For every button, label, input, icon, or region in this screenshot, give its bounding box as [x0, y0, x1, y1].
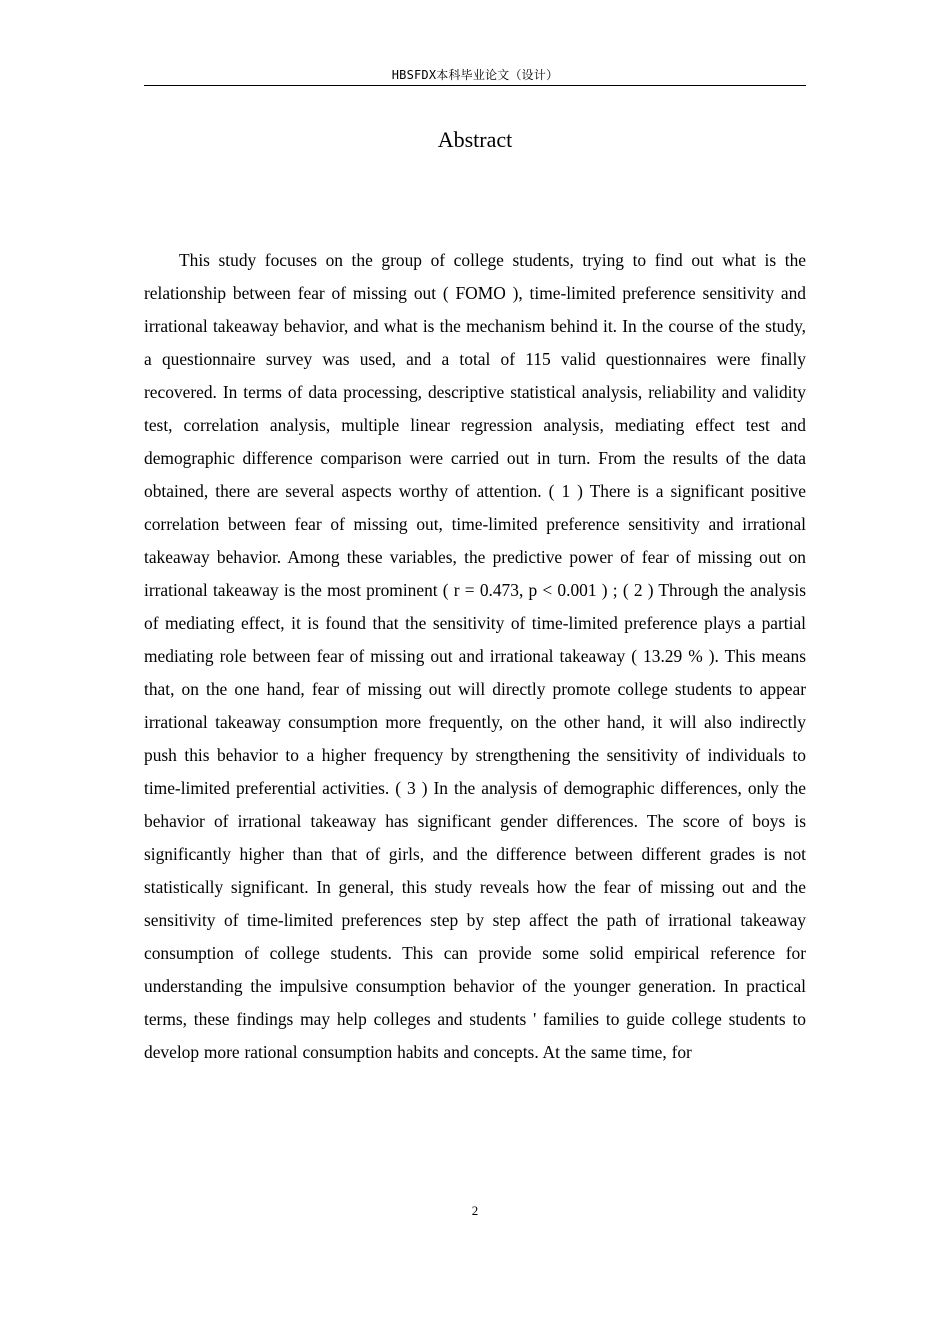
- header-rule: [144, 85, 806, 86]
- abstract-paragraph: This study focuses on the group of college students, trying to find out what is the relationship between fear of missing out ( FOMO ), time-limited preference sensitivity and irrational takeaway behavior, and what is the mechanism behind it. In the course of the study, a questionnaire survey was used, and a total of 115 valid questionnaires were finally recovered. In terms of data processing, descriptive statistical analysis, reliability and validity test, correlation analysis, multiple linear regression analysis, mediating effect test and demographic difference comparison were carried out in turn. From the results of the data obtained, there are several aspects worthy of attention. ( 1 ) There is a significant positive correlation between fear of missing out, time-limited preference sensitivity and irrational takeaway behavior. Among these variables, the predictive power of fear of missing out on irrational takeaway is the most prominent ( r = 0.473, p < 0.001 ) ; ( 2 ) Through the analysis of mediating effect, it is found that the sensitivity of time-limited preference plays a partial mediating role between fear of missing out and irrational takeaway ( 13.29 % ). This means that, on the one hand, fear of missing out will directly promote college students to appear irrational takeaway consumption more frequently, on the other hand, it will also indirectly push this behavior to a higher frequency by strengthening the sensitivity of individuals to time-limited preferential activities. ( 3 ) In the analysis of demographic differences, only the behavior of irrational takeaway has significant gender differences. The score of boys is significantly higher than that of girls, and the difference between different grades is not statistically significant. In general, this study reveals how the fear of missing out and the sensitivity of time-limited preferences step by step affect the path of irrational takeaway consumption of college students. This can provide some solid empirical reference for understanding the impulsive consumption behavior of the younger generation. In practical terms, these findings may help colleges and students ' families to guide college students to develop more rational consumption habits and concepts. At the same time, for: [144, 250, 806, 1062]
- running-header: HBSFDX本科毕业论文（设计）: [391, 68, 559, 82]
- page-title: Abstract: [437, 127, 513, 152]
- page-number: 2: [471, 1203, 479, 1218]
